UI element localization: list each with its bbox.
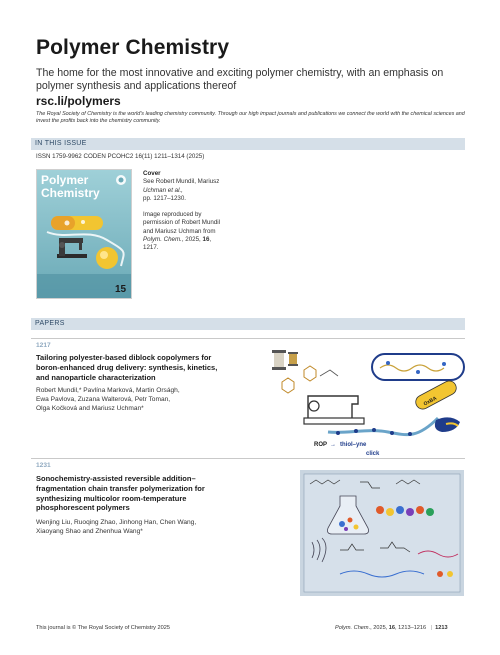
- thiol-yne-label: thiol–yne: [340, 442, 367, 448]
- paper-authors-line: Robert Mundil,* Pavlína Marková, Martin Orságh,: [36, 387, 180, 394]
- cover-credit-line2: permission of Robert Mundil: [143, 219, 221, 227]
- paper-divider: [31, 458, 465, 459]
- click-label: click: [366, 451, 380, 457]
- footer-year: , 2025,: [370, 625, 389, 631]
- rsc-mission-statement: The Royal Society of Chemistry is the world's leading chemistry community. Through our high impact journals and publications we connect the world with the chemical sciences and invest the profits back into the chemistry community.: [36, 111, 465, 125]
- journal-subtitle: The home for the most innovative and exciting polymer chemistry, with an emphasis on polymer synthesis and applications thereof: [36, 67, 444, 92]
- cover-credit-line1: Image reproduced by: [143, 211, 202, 219]
- paper-title-line: synthesizing multicolor room-temperature: [36, 493, 187, 503]
- paper-title-line: Tailoring polyester-based diblock copolymers for: [36, 353, 212, 362]
- footer-copyright: This journal is © The Royal Society of Chemistry 2025: [36, 625, 170, 631]
- thread-spool-icon: [272, 350, 286, 370]
- cover-credit-line4: [143, 236, 243, 244]
- paper-title-line: and nanoparticle characterization: [36, 372, 156, 382]
- journal-title: Polymer Chemistry: [36, 36, 230, 59]
- in-this-issue-header: [31, 138, 465, 150]
- footer-volume: 16: [388, 625, 396, 631]
- cover-ref-line1: See Robert Mundil, Mariusz: [143, 178, 220, 186]
- footer-page-number: 1213: [435, 625, 448, 631]
- paper-title-line: boron-enhanced drug delivery: synthesis, kinetics,: [36, 362, 218, 372]
- paper-divider: [31, 338, 465, 339]
- cover-image[interactable]: [36, 169, 132, 299]
- cover-ref-line2: Uchman et al.,: [143, 186, 183, 194]
- paper-title[interactable]: [36, 474, 256, 513]
- cover-illustration: [37, 170, 131, 298]
- cover-title-line2: Chemistry: [41, 186, 100, 200]
- papers-heading: PAPERS: [35, 319, 65, 327]
- paper-graphical-abstract[interactable]: [268, 348, 468, 457]
- capsule-illustration: [51, 216, 103, 230]
- sewing-machine-illustration: [304, 396, 364, 424]
- graphical-abstract-illustration: [268, 348, 468, 448]
- paper-title[interactable]: [36, 353, 256, 382]
- paper-pages: 1231: [36, 462, 51, 469]
- paper-pages: 1217: [36, 342, 51, 349]
- paper-authors: [36, 518, 256, 536]
- rop-label: ROP: [314, 442, 328, 448]
- capsule-illustration: [372, 354, 464, 380]
- footer-journal: Polym. Chem.: [335, 625, 371, 631]
- cover-issue-number: 15: [115, 284, 127, 295]
- footer-separator: |: [430, 625, 433, 631]
- cover-credit-line5: 1217.: [143, 244, 159, 252]
- paper-graphical-abstract[interactable]: [300, 470, 464, 596]
- cover-credit-volume: 16: [202, 236, 210, 244]
- footer-pages: , 1213–1216: [395, 625, 427, 631]
- paper-title-line: fragmentation chain transfer polymerization for: [36, 483, 205, 493]
- thread-spool-icon: [288, 352, 298, 366]
- papers-header: [31, 318, 465, 330]
- footer-citation: [335, 625, 448, 631]
- drug-label: OxBA: [422, 395, 438, 408]
- paper-title-line: phosphorescent polymers: [36, 503, 130, 513]
- rsc-logo-icon: [116, 175, 126, 185]
- paper-authors-line: Olga Kočková and Mariusz Uchman*: [36, 405, 144, 412]
- cover-credit-journal: Polym. Chem.: [143, 236, 182, 244]
- cover-credit-year: , 2025,: [181, 236, 203, 244]
- graphical-abstract-illustration: [300, 470, 464, 596]
- cover-credit-line3: and Mariusz Uchman from: [143, 227, 216, 235]
- drug-pill-icon: [413, 378, 458, 411]
- journal-url[interactable]: rsc.li/polymers: [36, 94, 121, 108]
- cover-credit-comma: ,: [209, 236, 212, 244]
- cover-description: [143, 170, 243, 253]
- paper-authors-line: Wenjing Liu, Ruoqing Zhao, Jinhong Han, Chen Wang,: [36, 519, 197, 526]
- issn-line: ISSN 1759-9962 CODEN PCOHC2 16(11) 1211–1314 (2025): [36, 153, 205, 160]
- cover-ref-line3: pp. 1217–1230.: [143, 194, 187, 202]
- arrow-label: →: [330, 442, 336, 448]
- paper-title-line: Sonochemistry-assisted reversible addition–: [36, 474, 196, 483]
- paper-authors-line: Xiaoyang Shao and Zhenhua Wang*: [36, 528, 143, 535]
- paper-authors-line: Ewa Pavlova, Zuzana Walterová, Petr Toman,: [36, 396, 171, 403]
- paper-authors: [36, 386, 256, 413]
- in-this-issue-heading: IN THIS ISSUE: [35, 139, 87, 147]
- cover-label: Cover: [143, 170, 161, 177]
- cover-title-line1: Polymer: [41, 173, 89, 187]
